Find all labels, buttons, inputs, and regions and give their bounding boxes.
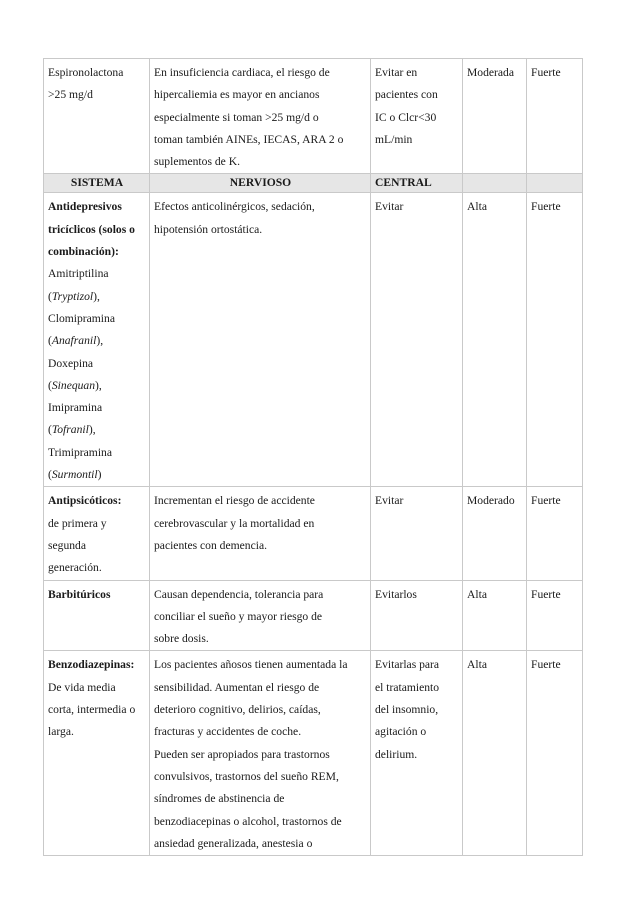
- rationale-line: hipercaliemia es mayor en ancianos: [154, 88, 320, 102]
- rationale-cell: [150, 487, 371, 580]
- section-label-3: CENTRAL: [371, 174, 463, 193]
- drug-brand: (Sinequan),: [48, 378, 102, 392]
- drug-name: Clomipramina: [48, 311, 115, 325]
- drug-brand: (Tryptizol),: [48, 289, 100, 303]
- drug-group-title: combinación):: [48, 245, 119, 259]
- drug-cell: [44, 487, 150, 580]
- strength-cell: Fuerte: [527, 59, 583, 174]
- section-empty-cell: [527, 174, 583, 193]
- rationale-cell: [150, 193, 371, 487]
- rationale-line: benzodiacepinas o alcohol, trastornos de: [154, 814, 342, 828]
- rationale-line: hipotensión ortostática.: [154, 222, 263, 236]
- rationale-line: fracturas y accidentes de coche.: [154, 725, 302, 739]
- rationale-cell: [150, 651, 371, 856]
- drug-group-title: Antidepresivos: [48, 200, 122, 214]
- table-row: [44, 651, 583, 856]
- recommendation-line: IC o Clcr<30: [375, 110, 437, 124]
- drug-subtitle: de primera y: [48, 516, 107, 530]
- rationale-line: Efectos anticolinérgicos, sedación,: [154, 200, 315, 214]
- rationale-line: sensibilidad. Aumentan el riesgo de: [154, 680, 320, 694]
- strength-cell: Fuerte: [527, 193, 583, 487]
- drug-group-title: Antipsicóticos:: [48, 494, 122, 508]
- strength-cell: Fuerte: [527, 487, 583, 580]
- rationale-line: convulsivos, trastornos del sueño REM,: [154, 769, 339, 783]
- rationale-line: sobre dosis.: [154, 632, 209, 646]
- rationale-line: toman también AINEs, IECAS, ARA 2 o: [154, 132, 344, 146]
- rationale-line: síndromes de abstinencia de: [154, 792, 285, 806]
- recommendation-line: delirium.: [375, 747, 418, 761]
- recommendation-cell: Evitar: [371, 193, 463, 487]
- recommendation-line: Evitarlas para: [375, 658, 440, 672]
- rationale-cell: [150, 59, 371, 174]
- drug-name: Amitriptilina: [48, 267, 109, 281]
- rationale-line: suplementos de K.: [154, 155, 240, 169]
- recommendation-line: agitación o: [375, 725, 427, 739]
- medication-criteria-table: [43, 58, 583, 856]
- recommendation-cell: [371, 651, 463, 856]
- rationale-cell: [150, 580, 371, 651]
- section-label-1: SISTEMA: [44, 174, 150, 193]
- drug-name: Trimipramina: [48, 445, 112, 459]
- rationale-line: conciliar el sueño y mayor riesgo de: [154, 609, 323, 623]
- recommendation-line: el tratamiento: [375, 680, 440, 694]
- drug-subtitle: De vida media: [48, 680, 116, 694]
- rationale-line: Causan dependencia, tolerancia para: [154, 587, 324, 601]
- rationale-line: especialmente si toman >25 mg/d o: [154, 110, 319, 124]
- drug-cell: [44, 580, 150, 651]
- recommendation-line: del insomnio,: [375, 703, 439, 717]
- drug-cell: [44, 59, 150, 174]
- drug-brand: (Tofranil),: [48, 423, 96, 437]
- recommendation-cell: [371, 59, 463, 174]
- section-empty-cell: [463, 174, 527, 193]
- section-label-2: NERVIOSO: [150, 174, 371, 193]
- recommendation-cell: Evitarlos: [371, 580, 463, 651]
- drug-group-title: tricíclicos (solos o: [48, 222, 135, 236]
- recommendation-cell: Evitar: [371, 487, 463, 580]
- drug-name: Imipramina: [48, 401, 103, 415]
- recommendation-line: Evitar en: [375, 66, 418, 79]
- table-row: [44, 580, 583, 651]
- rationale-line: cerebrovascular y la mortalidad en: [154, 516, 315, 530]
- rationale-line: Pueden ser apropiados para trastornos: [154, 747, 330, 761]
- drug-brand: (Anafranil),: [48, 334, 104, 348]
- evidence-quality-cell: Alta: [463, 580, 527, 651]
- drug-name: Doxepina: [48, 356, 94, 370]
- drug-cell: [44, 193, 150, 487]
- drug-subtitle: corta, intermedia o: [48, 703, 136, 717]
- table-row: [44, 487, 583, 580]
- drug-dose: >25 mg/d: [48, 88, 93, 102]
- evidence-quality-cell: Alta: [463, 193, 527, 487]
- rationale-line: En insuficiencia cardiaca, el riesgo de: [154, 66, 330, 79]
- rationale-line: ansiedad generalizada, anestesia o: [154, 836, 313, 850]
- table-row: [44, 193, 583, 487]
- drug-cell: [44, 651, 150, 856]
- table-row: [44, 59, 583, 174]
- drug-subtitle: generación.: [48, 561, 102, 575]
- evidence-quality-cell: Moderado: [463, 487, 527, 580]
- rationale-line: pacientes con demencia.: [154, 538, 267, 552]
- evidence-quality-cell: Alta: [463, 651, 527, 856]
- drug-subtitle: segunda: [48, 538, 86, 552]
- rationale-line: Los pacientes añosos tienen aumentada la: [154, 658, 348, 672]
- drug-group-title: Barbitúricos: [48, 587, 111, 601]
- recommendation-line: pacientes con: [375, 88, 438, 102]
- strength-cell: Fuerte: [527, 580, 583, 651]
- drug-subtitle: larga.: [48, 725, 74, 739]
- recommendation-line: mL/min: [375, 132, 413, 146]
- drug-name: Espironolactona: [48, 66, 124, 79]
- section-header-row: [44, 174, 583, 193]
- rationale-line: deterioro cognitivo, delirios, caídas,: [154, 703, 321, 717]
- rationale-line: Incrementan el riesgo de accidente: [154, 494, 315, 508]
- drug-brand: (Surmontil): [48, 468, 102, 482]
- evidence-quality-cell: Moderada: [463, 59, 527, 174]
- drug-group-title: Benzodiazepinas:: [48, 658, 135, 672]
- strength-cell: Fuerte: [527, 651, 583, 856]
